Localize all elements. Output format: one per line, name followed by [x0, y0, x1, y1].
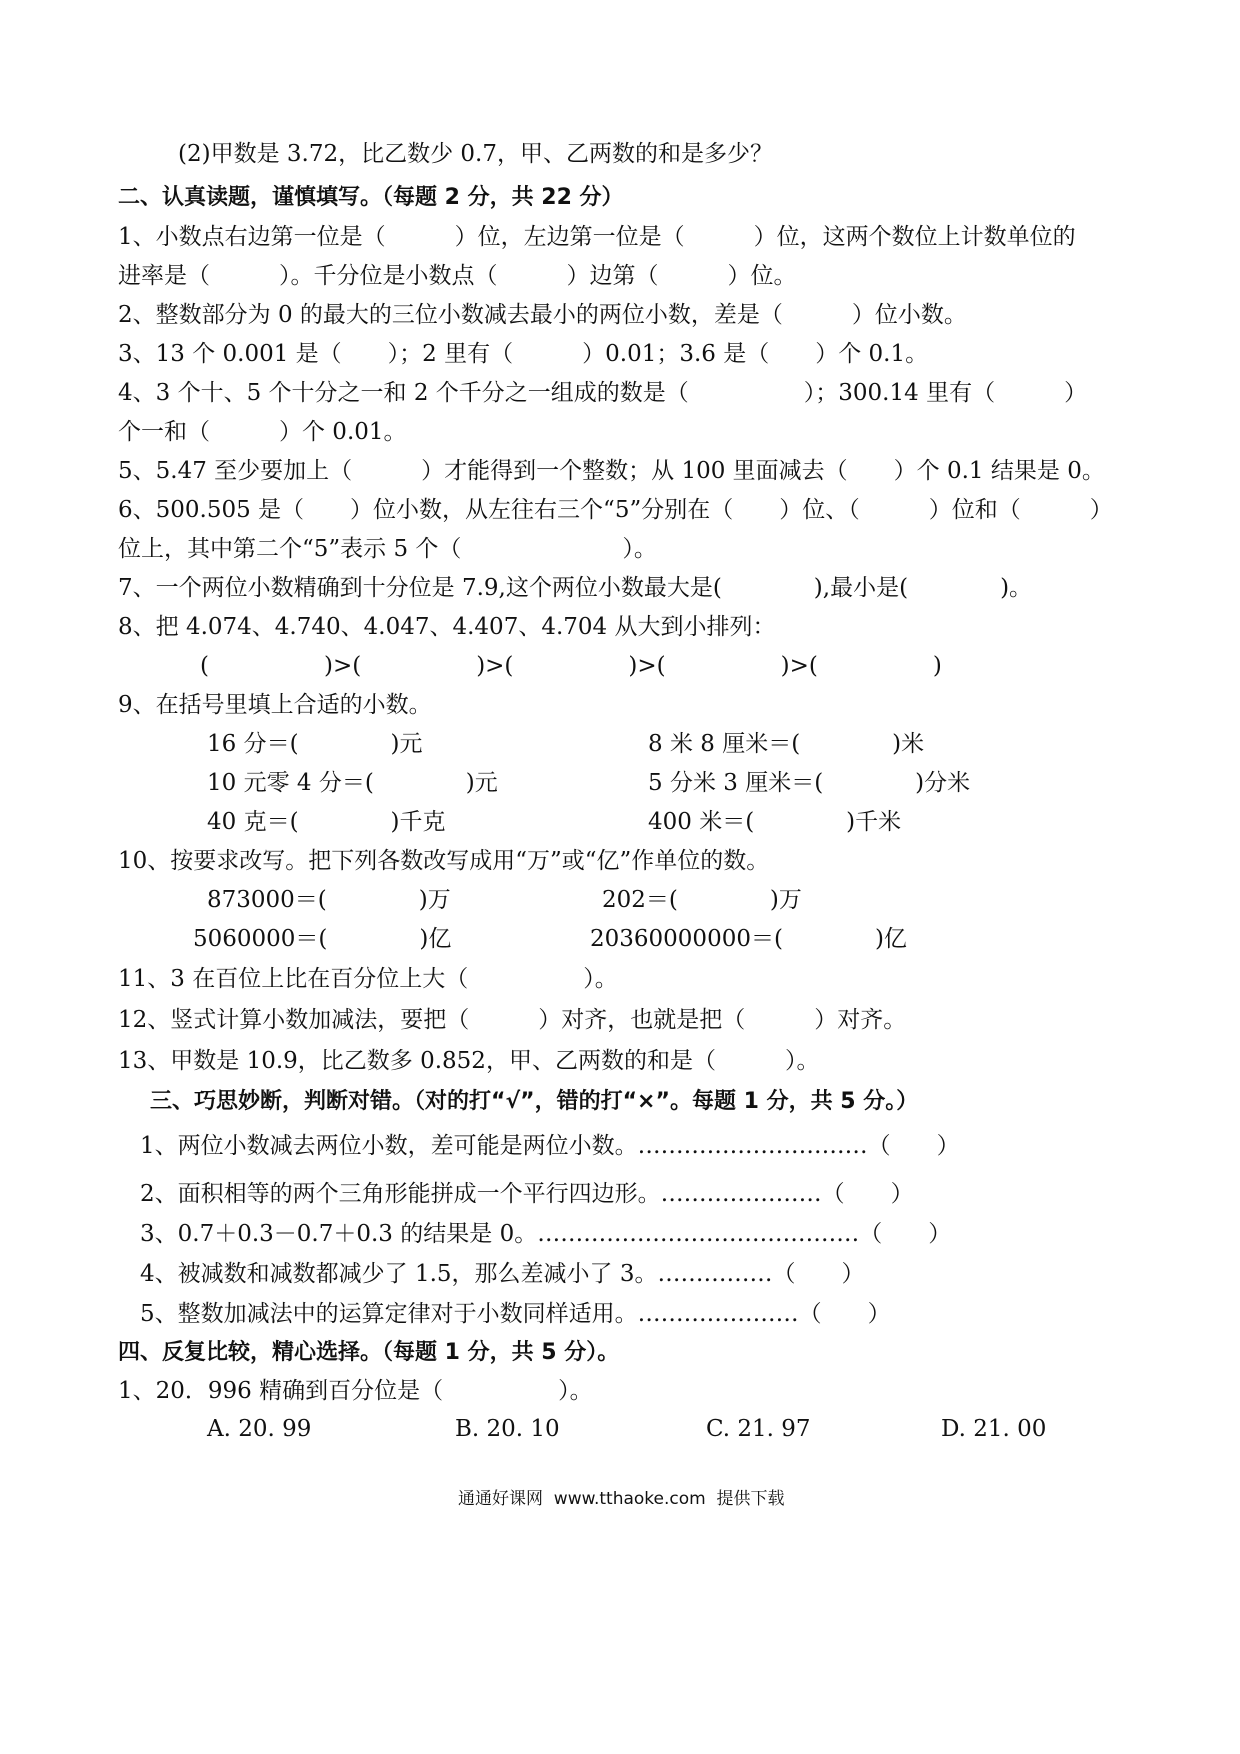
judgement-item: 4、被减数和减数都减少了 1.5，那么差减小了 3。……………（ ） — [140, 1261, 865, 1287]
conversion-item: 873000＝( )万 — [207, 887, 451, 913]
question-line: 11、3 在百位上比在百分位上大（ ）。 — [118, 966, 618, 992]
footer-credit: 通通好课网 www.tthaoke.com 提供下载 — [458, 1489, 785, 1509]
question-line: 个一和（ ）个 0.01。 — [118, 419, 407, 445]
question-line: 进率是（ ）。千分位是小数点（ ）边第（ ）位。 — [118, 263, 797, 289]
question-line: 3、13 个 0.001 是（ ）；2 里有（ ）0.01；3.6 是（ ）个 0.1。 — [118, 341, 929, 367]
question-line: 1、小数点右边第一位是（ ）位，左边第一位是（ ）位，这两个数位上计数单位的 — [118, 224, 1076, 250]
question-line: 7、一个两位小数精确到十分位是 7.9,这个两位小数最大是( ),最小是( )。 — [118, 575, 1033, 601]
conversion-item: 8 米 8 厘米＝( )米 — [648, 731, 925, 757]
option-a: A. 20. 99 — [207, 1416, 312, 1442]
conversion-item: 40 克＝( )千克 — [207, 809, 446, 835]
question-line: 13、甲数是 10.9，比乙数多 0.852，甲、乙两数的和是（ ）。 — [118, 1048, 820, 1074]
question-line: 2、整数部分为 0 的最大的三位小数减去最小的两位小数，差是（ ）位小数。 — [118, 302, 967, 328]
question-line: 8、把 4.074、4.740、4.047、4.407、4.704 从大到小排列： — [118, 614, 776, 640]
answer-blanks: ( )>( )>( )>( )>( ) — [200, 653, 942, 679]
option-d: D. 21. 00 — [941, 1416, 1047, 1442]
option-b: B. 20. 10 — [455, 1416, 560, 1442]
judgement-item: 5、整数加减法中的运算定律对于小数同样适用。…………………（ ） — [140, 1301, 891, 1327]
section-heading: 二、认真读题，谨慎填写。（每题 2 分，共 22 分） — [118, 185, 624, 210]
question-line: 9、在括号里填上合适的小数。 — [118, 692, 432, 718]
section-heading: 三、巧思妙断，判断对错。（对的打“√”，错的打“×”。每题 1 分，共 5 分。） — [150, 1089, 919, 1114]
question-line: 位上，其中第二个“5”表示 5 个（ ）。 — [118, 536, 657, 562]
option-c: C. 21. 97 — [706, 1416, 811, 1442]
conversion-item: 202＝( )万 — [602, 887, 802, 913]
conversion-item: 10 元零 4 分＝( )元 — [207, 770, 498, 796]
conversion-item: 20360000000＝( )亿 — [590, 926, 907, 952]
section-heading: 四、反复比较，精心选择。（每题 1 分，共 5 分）。 — [118, 1340, 620, 1365]
question-line: 1、20．996 精确到百分位是（ ）。 — [118, 1378, 593, 1404]
question-line: 12、竖式计算小数加减法，要把（ ）对齐，也就是把（ ）对齐。 — [118, 1007, 907, 1033]
question-line: (2)甲数是 3.72，比乙数少 0.7，甲、乙两数的和是多少？ — [178, 141, 773, 167]
question-line: 10、按要求改写。把下列各数改写成用“万”或“亿”作单位的数。 — [118, 848, 770, 874]
conversion-item: 5060000＝( )亿 — [193, 926, 452, 952]
question-line: 5、5.47 至少要加上（ ）才能得到一个整数；从 100 里面减去（ ）个 0.1 结果是 0。 — [118, 458, 1105, 484]
judgement-item: 3、0.7＋0.3－0.7＋0.3 的结果是 0。……………………………………（ ） — [140, 1221, 952, 1247]
conversion-item: 16 分＝( )元 — [207, 731, 423, 757]
question-line: 6、500.505 是（ ）位小数，从左往右三个“5”分别在（ ）位、（ ）位和（ ） — [118, 497, 1113, 523]
judgement-item: 2、面积相等的两个三角形能拼成一个平行四边形。…………………（ ） — [140, 1181, 914, 1207]
question-line: 4、3 个十、5 个十分之一和 2 个千分之一组成的数是（ ）；300.14 里有（ ） — [118, 380, 1088, 406]
judgement-item: 1、两位小数减去两位小数，差可能是两位小数。…………………………（ ） — [140, 1133, 960, 1159]
conversion-item: 400 米＝( )千米 — [648, 809, 902, 835]
conversion-item: 5 分米 3 厘米＝( )分米 — [648, 770, 971, 796]
